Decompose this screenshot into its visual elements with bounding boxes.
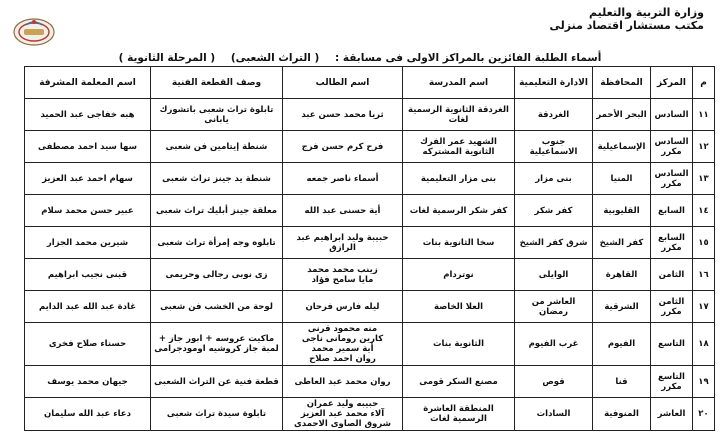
cell-num: ١٣ <box>693 163 715 195</box>
cell-teacher: قبنى نجيب ابراهيم <box>25 259 151 291</box>
student-name: ثريا محمد حسن عبد <box>301 109 384 120</box>
table-body <box>25 99 715 431</box>
cell-governorate: الإسماعيلية <box>593 131 651 163</box>
cell-school: بنى مزار التعليمية <box>403 163 515 195</box>
student-name: زينب محمد محمد <box>307 264 378 275</box>
cell-governorate: كفر الشيخ <box>593 227 651 259</box>
cell-artwork: تابلوة سيدة تراث شعبى <box>151 398 283 431</box>
table-row <box>25 398 715 431</box>
student-name: منه محمود قرنى <box>307 324 378 334</box>
cell-rank: السادس <box>651 99 693 131</box>
cell-rank: السادس مكرر <box>651 131 693 163</box>
cell-teacher: سها سيد احمد مصطفى <box>25 131 151 163</box>
cell-teacher: غادة عبد الله عبد الدايم <box>25 291 151 323</box>
cell-rank: السابع <box>651 195 693 227</box>
cell-num: ١٧ <box>693 291 715 323</box>
cell-num: ١٢ <box>693 131 715 163</box>
cell-rank: السادس مكرر <box>651 163 693 195</box>
cell-num: ١٩ <box>693 366 715 398</box>
cell-governorate: القليوبية <box>593 195 651 227</box>
cell-school: نوتردام <box>403 259 515 291</box>
cell-admin: السادات <box>515 398 593 431</box>
col-header-artwork: وصف القطعة الفنية <box>151 67 283 99</box>
cell-artwork: ماكيت عروسه + ابور جاز + لمبة جاز كروشيه اومودجرامى <box>151 323 283 366</box>
cell-admin: الغردقة <box>515 99 593 131</box>
student-name: أية حسنى عبد الله <box>304 205 381 216</box>
cell-teacher: جيهان محمد يوسف <box>25 366 151 398</box>
cell-students <box>283 259 403 291</box>
cell-num: ١٨ <box>693 323 715 366</box>
cell-school: سخا الثانوية بنات <box>403 227 515 259</box>
cell-num: ١٥ <box>693 227 715 259</box>
cell-rank: السابع مكرر <box>651 227 693 259</box>
student-name: آلاء محمد عبد العزيز <box>300 409 385 419</box>
table-row <box>25 163 715 195</box>
cell-artwork: شنطة إيتامين فن شعبى <box>151 131 283 163</box>
cell-governorate: المنيا <box>593 163 651 195</box>
cell-teacher: حسناء صلاح فخرى <box>25 323 151 366</box>
ministry-name: وزارة التربية والتعليم <box>589 6 704 19</box>
cell-students <box>283 323 403 366</box>
table-row <box>25 99 715 131</box>
student-name: روان محمد عبد العاطى <box>294 376 391 387</box>
title-main: أسماء الطلبة الفائزين بالمراكز الاولى فى مسابقة : <box>334 52 602 64</box>
student-name: شروق الصاوى الاحمدى <box>294 419 391 429</box>
ministry-emblem-icon <box>12 14 56 48</box>
cell-students <box>283 163 403 195</box>
cell-artwork: لوحة من الخشب فن شعبى <box>151 291 283 323</box>
col-header-num: م <box>693 67 715 99</box>
cell-admin: شرق كفر الشيخ <box>515 227 593 259</box>
col-header-student: اسم الطالب <box>283 67 403 99</box>
cell-school: العلا الخاصة <box>403 291 515 323</box>
cell-admin: العاشر من رمضان <box>515 291 593 323</box>
cell-artwork: قطعة فنية عن التراث الشعبى <box>151 366 283 398</box>
table-row <box>25 131 715 163</box>
student-name: فرح كرم حسن فرج <box>301 141 384 152</box>
cell-rank: العاشر <box>651 398 693 431</box>
cell-artwork: معلقة جينز أبليك تراث شعبى <box>151 195 283 227</box>
cell-school: المنطقة العاشرة الرسمية لغات <box>403 398 515 431</box>
student-name: مايا سامح فؤاد <box>311 274 374 285</box>
col-header-admin: الادارة التعليمية <box>515 67 593 99</box>
cell-governorate: الفيوم <box>593 323 651 366</box>
table-row <box>25 195 715 227</box>
cell-teacher: عبير حسن محمد سلام <box>25 195 151 227</box>
cell-admin: بنى مزار <box>515 163 593 195</box>
table-row <box>25 291 715 323</box>
cell-school: مصنع السكر قومى <box>403 366 515 398</box>
table-row <box>25 323 715 366</box>
table-header-row <box>25 67 715 99</box>
cell-rank: الثامن مكرر <box>651 291 693 323</box>
cell-students <box>283 366 403 398</box>
cell-teacher: دعاء عبد الله سليمان <box>25 398 151 431</box>
table-row <box>25 227 715 259</box>
cell-artwork: شنطة يد جينز تراث شعبى <box>151 163 283 195</box>
office-name: مكتب مستشار اقتصاد منزلى <box>549 19 704 32</box>
cell-num: ١٦ <box>693 259 715 291</box>
student-name: ليله فارس فرحان <box>305 301 380 312</box>
cell-num: ١٤ <box>693 195 715 227</box>
student-name: أسماء ناصر جمعه <box>306 173 379 184</box>
cell-students <box>283 291 403 323</box>
col-header-school: اسم المدرسة <box>403 67 515 99</box>
cell-artwork: تابلوة تراث شعبى باتشورك يابانى <box>151 99 283 131</box>
student-name: حبيبه وليد عمران <box>306 399 379 409</box>
cell-students <box>283 398 403 431</box>
cell-governorate: المنوفية <box>593 398 651 431</box>
cell-admin: جنوب الاسماعيلية <box>515 131 593 163</box>
ministry-header <box>550 6 704 32</box>
cell-governorate: الشرقية <box>593 291 651 323</box>
cell-num: ٢٠ <box>693 398 715 431</box>
cell-school: الثانوية بنات <box>403 323 515 366</box>
cell-admin: قوص <box>515 366 593 398</box>
student-name: روان احمد صلاح <box>309 354 376 364</box>
cell-school: الشهيد عمر الفرك الثانوية المشتركه <box>403 131 515 163</box>
cell-teacher: شيرين محمد الجزار <box>25 227 151 259</box>
document-title <box>0 52 720 64</box>
cell-governorate: قنا <box>593 366 651 398</box>
cell-artwork: زى نوبى رجالى وحريمى <box>151 259 283 291</box>
col-header-teacher: اسم المعلمة المشرفة <box>25 67 151 99</box>
student-name: كارين رومانى ناجى <box>301 334 384 344</box>
cell-school: الغردقة الثانوية الرسمية لغات <box>403 99 515 131</box>
cell-rank: التاسع <box>651 323 693 366</box>
cell-num: ١١ <box>693 99 715 131</box>
student-name: حبيبة وليد ابراهيم عبد الرازق <box>296 232 389 253</box>
student-name: أية سمير محمد <box>311 344 374 354</box>
col-header-governorate: المحافظة <box>593 67 651 99</box>
title-competition: ( التراث الشعبى) <box>230 52 320 64</box>
cell-students <box>283 227 403 259</box>
cell-rank: الثامن <box>651 259 693 291</box>
cell-students <box>283 195 403 227</box>
title-stage: ( المرحلة الثانوية ) <box>118 52 216 64</box>
cell-admin: غرب الفيوم <box>515 323 593 366</box>
table-row <box>25 366 715 398</box>
cell-school: كفر شكر الرسمية لغات <box>403 195 515 227</box>
table-row <box>25 259 715 291</box>
cell-admin: كفر شكر <box>515 195 593 227</box>
cell-governorate: القاهرة <box>593 259 651 291</box>
col-header-rank: المركز <box>651 67 693 99</box>
cell-teacher: سهام احمد عبد العزيز <box>25 163 151 195</box>
cell-governorate: البحر الأحمر <box>593 99 651 131</box>
cell-rank: التاسع مكرر <box>651 366 693 398</box>
cell-students <box>283 99 403 131</box>
cell-artwork: تابلوه وجه إمرأة تراث شعبى <box>151 227 283 259</box>
cell-admin: الوايلى <box>515 259 593 291</box>
winners-table <box>24 66 715 431</box>
cell-teacher: هبه خفاجى عبد الحميد <box>25 99 151 131</box>
cell-students <box>283 131 403 163</box>
